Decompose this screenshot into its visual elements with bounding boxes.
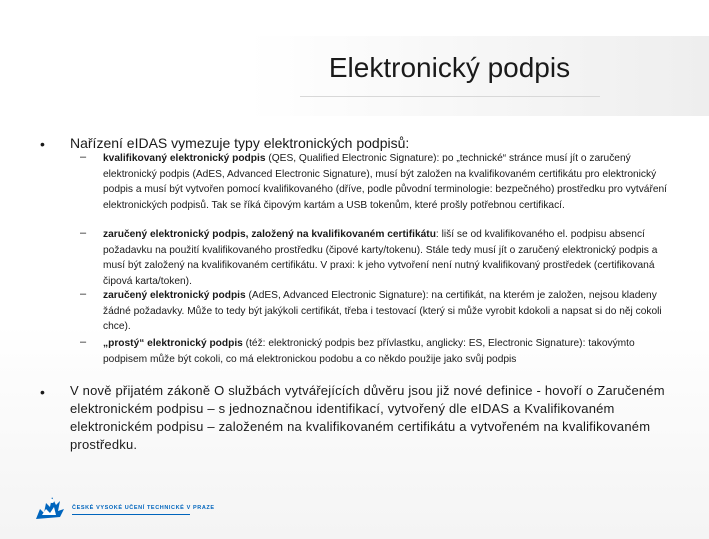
sub-item-desc: (QES, Qualified Electronic Signature): po „technické“ stránce musí jít o zaručený elektronický podpis (AdES, Advanced Electronic Signature), musí být založen na kvalifikovaném certifikátu pro elektronický podpis a musí být vytvořen pomocí kvalifikovaného (dříve, podle původní terminologie: bezpečného) prostředku pro vytváření elektronických podpisů. Tak se říká čipovým kartám a USB tokenům, které prošly potřebnou certifikací. (103, 153, 668, 211)
dash-marker: – (80, 227, 87, 239)
dash-marker: – (80, 151, 87, 163)
institution-name: ČESKÉ VYSOKÉ UČENÍ TECHNICKÉ V PRAZE (72, 505, 215, 511)
slide-title: Elektronický podpis (328, 52, 571, 83)
sub-item-ades-qualified (103, 227, 673, 289)
dash-marker: – (80, 288, 87, 300)
footer-underline (72, 514, 190, 515)
sub-item-desc: (též: elektronický podpis bez přívlastku, anglicky: ES, Electronic Signature): takovýmto podpisem může být cokoli, co má elektronickou podobu a co někdo použije jako svůj podpis (103, 338, 635, 365)
sub-item-term: zaručený elektronický podpis, založený na kvalifikovaném certifikátu (103, 229, 436, 240)
bullet-2-text: V nově přijatém zákoně O službách vytvářejících důvěru jsou již nové definice - hovoří o Zaručeném elektronickém podpisu – s jednoznačnou identifikací, vytvořený dle eIDAS a Kvalifikovaném elektronickém podpisu – založeném na kvalifikovaném certifikátu a vytvořeném na kvalifikovaném prostředku. (70, 383, 665, 452)
sub-item-desc: (AdES, Advanced Electronic Signature): na certifikát, na kterém je založen, nejsou kladeny žádné požadavky. Může to tedy být jakýkoli certifikát, třeba i testovací (který si může vyrobit kdokoli a napsat si do něj cokoli chce). (103, 290, 662, 332)
sub-item-desc: : liší se od kvalifikovaného el. podpisu absencí požadavku na použití kvalifikovaného prostředku (čipové karty/tokenu). Stále tedy musí jít o zaručený elektronický podpis a musí být založený na kvalifikovaném certifikátu. V praxi: k jeho vytvoření není nutný kvalifikovaný prostředek (certifikovaná čipová karta/token). (103, 229, 658, 287)
sub-item-term: kvalifikovaný elektronický podpis (103, 153, 266, 164)
cvut-lion-logo-icon (34, 493, 68, 521)
sub-item-term: „prostý“ elektronický podpis (103, 338, 243, 349)
bullet-marker: • (40, 136, 45, 152)
bullet-marker: • (40, 384, 45, 400)
sub-item-ades (103, 288, 673, 335)
dash-marker: – (80, 336, 87, 348)
sub-item-es (103, 336, 673, 367)
sub-item-qes (103, 151, 673, 213)
title-divider (300, 96, 600, 97)
bullet-1-text: Nařízení eIDAS vymezuje typy elektronických podpisů: (70, 135, 410, 151)
footer (0, 493, 709, 539)
sub-item-term: zaručený elektronický podpis (103, 290, 246, 301)
